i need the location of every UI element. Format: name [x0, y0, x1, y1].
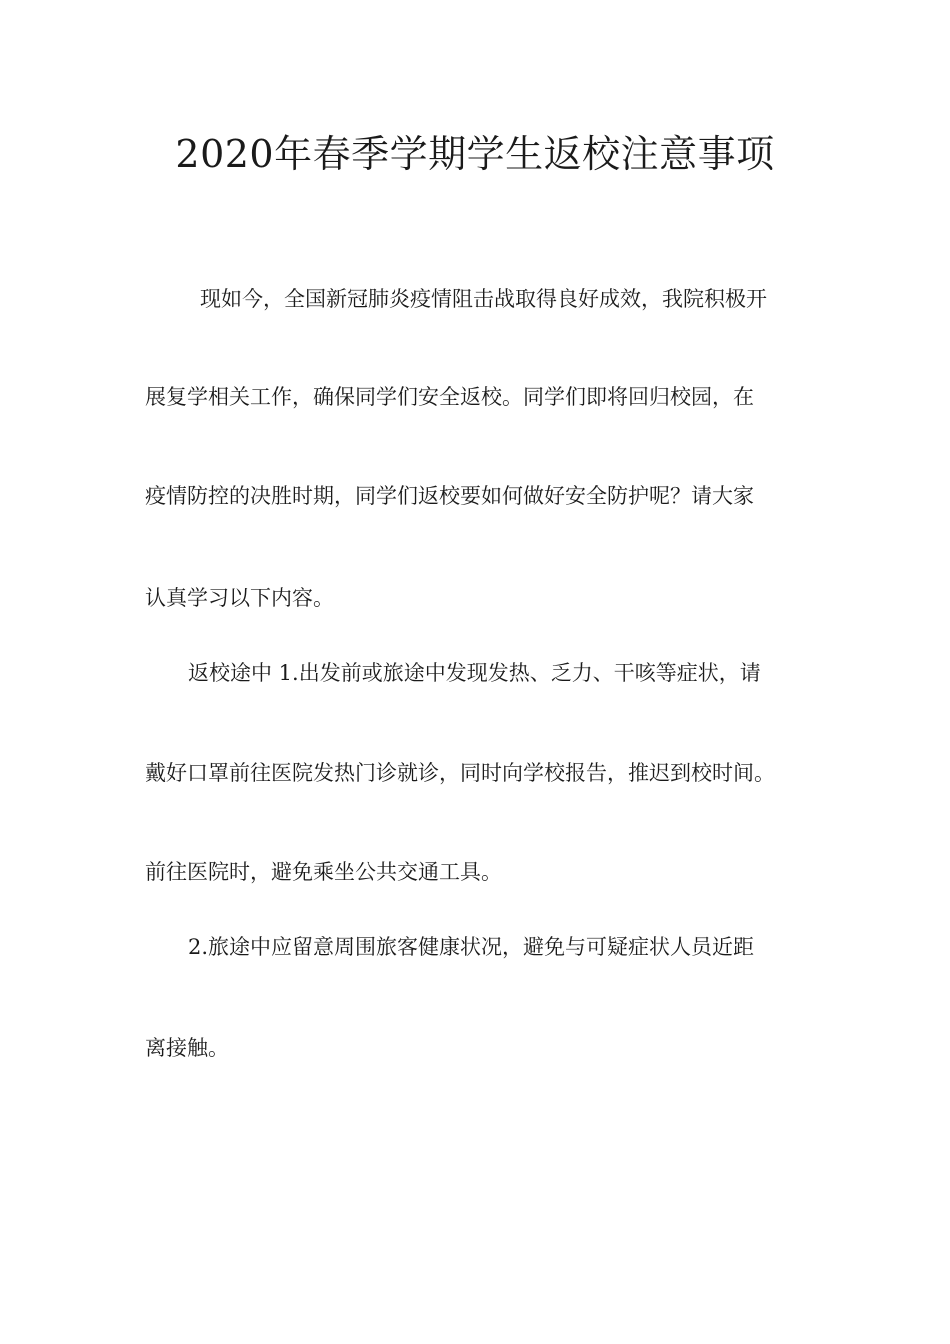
paragraph-line: 认真学习以下内容。 — [145, 586, 334, 610]
paragraph-line: 现如今，全国新冠肺炎疫情阻击战取得良好成效，我院积极开 — [200, 287, 767, 311]
paragraph-line: 前往医院时，避免乘坐公共交通工具。 — [145, 860, 502, 884]
paragraph-line: 离接触。 — [145, 1036, 229, 1060]
paragraph-line: 戴好口罩前往医院发热门诊就诊，同时向学校报告，推迟到校时间。 — [145, 761, 775, 785]
page-title: 2020年春季学期学生返校注意事项 — [175, 132, 775, 176]
paragraph-line: 疫情防控的决胜时期，同学们返校要如何做好安全防护呢？请大家 — [145, 484, 754, 508]
paragraph-line: 2.旅途中应留意周围旅客健康状况，避免与可疑症状人员近距 — [188, 935, 755, 959]
paragraph-line: 返校途中 1.出发前或旅途中发现发热、乏力、干咳等症状，请 — [188, 661, 761, 685]
paragraph-line: 展复学相关工作，确保同学们安全返校。同学们即将回归校园，在 — [145, 385, 754, 409]
